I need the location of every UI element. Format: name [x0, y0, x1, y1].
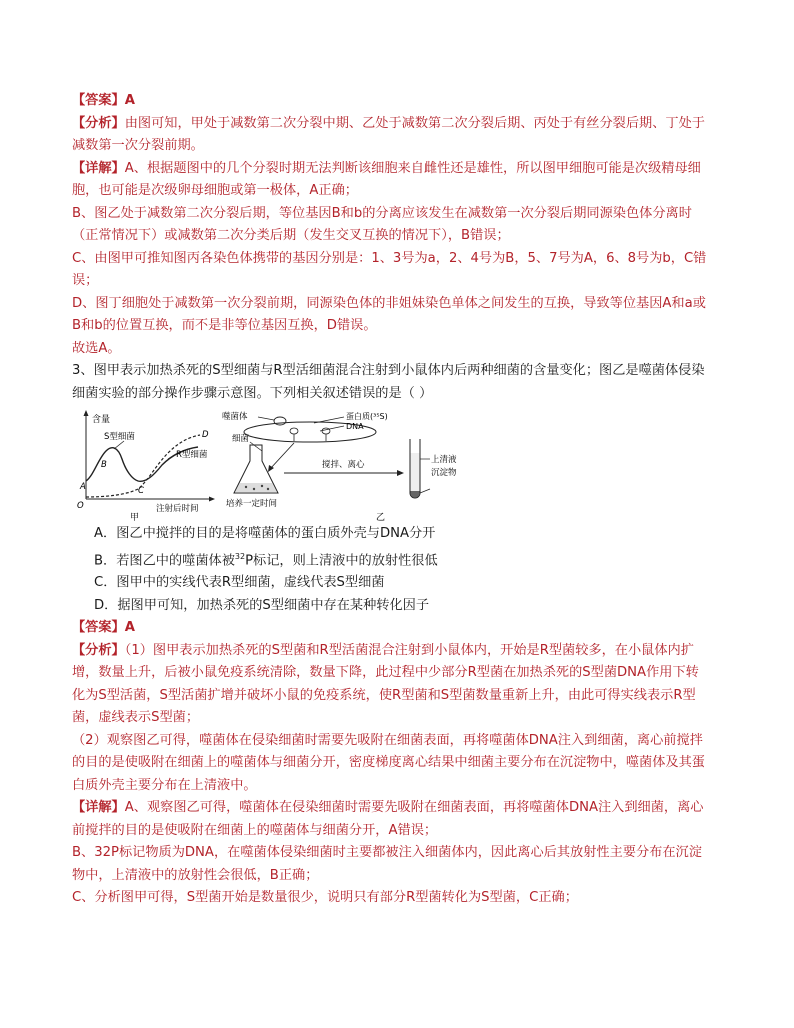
prev-detail-d: D、图丁细胞处于减数第一次分裂前期，同源染色体的非姐妹染色单体之间发生的互换，导致等位基因A和a或 — [72, 295, 706, 311]
bacteria-label: 细菌 — [232, 434, 250, 444]
q3-detail-a-cont: 前搅拌的目的是使吸附在细菌上的噬菌体与细菌分开，A错误； — [72, 822, 438, 838]
q3-answer: 【答案】A — [72, 620, 135, 636]
prev-detail-d-cont: B和b的位置互换，而不是非等位基因互换，D错误。 — [72, 318, 377, 333]
q3-detail-b: B、32P标记物质为DNA，在噬菌体侵染细菌时主要都被注入细菌体内，因此离心后其放射性主要分布在沉淀 — [72, 845, 702, 861]
prev-analysis-cont: 减数第一次分裂前期。 — [72, 138, 204, 153]
point-d: D — [202, 430, 209, 440]
prev-detail-b: B、图乙处于减数第二次分裂后期，等位基因B和b的分离应该发生在减数第一次分裂后期同源染色体分离时 — [72, 205, 692, 221]
origin: O — [77, 501, 84, 511]
prev-analysis: 【分析】由图可知，甲处于减数第二次分裂中期、乙处于减数第二次分裂后期、丙处于有丝分裂后期、丁处于 — [72, 115, 705, 131]
q3-detail-b-cont: 物中，上清液中的放射性会很低，B正确； — [72, 867, 319, 883]
document-page — [72, 90, 724, 910]
option-b: B．若图乙中的噬菌体被$^{32}$P标记，则上清液中的放射性很低 — [94, 551, 438, 568]
xlabel: 注射后时间 — [156, 504, 199, 514]
caption-yi: 乙 — [376, 513, 386, 521]
point-c: C — [138, 486, 144, 496]
figure-jia — [76, 409, 216, 521]
prev-detail-a: 【详解】A、根据题图中的几个分裂时期无法判断该细胞来自雌性还是雄性，所以图甲细胞可能是次级精母细 — [72, 160, 701, 176]
figure-yi — [222, 409, 462, 521]
q3-analysis-1: 【分析】（1）图甲表示加热杀死的S型菌和R型活菌混合注射到小鼠体内，开始是R型菌较多，在小鼠体内扩 — [72, 642, 694, 658]
q3-analysis-1-cont2: 化为S型活菌，S型活菌扩增并破坏小鼠的免疫系统，使R型菌和S型菌数量重新上升，由此可得实线表示R型 — [72, 687, 696, 703]
ylabel: 含量 — [92, 415, 111, 425]
sediment-label: 沉淀物 — [431, 468, 457, 478]
option-d: D．据图甲可知，加热杀死的S型细菌中存在某种转化因子 — [94, 597, 430, 613]
prev-detail-a-cont: 胞，也可能是次级卵母细胞或第一极体，A正确； — [72, 183, 358, 198]
q3-analysis-1-cont1: 增，数量上升，后被小鼠免疫系统清除，数量下降，此过程中少部分R型菌在加热杀死的S型菌DNA作用下转 — [72, 665, 699, 681]
q3-stem: 3、图甲表示加热杀死的S型细菌与R型活细菌混合注射到小鼠体内后两种细菌的含量变化；图乙是噬菌体侵染 — [72, 363, 705, 378]
prev-detail-c-cont: 误； — [72, 273, 99, 288]
q3-analysis-2: （2）观察图乙可得，噬菌体在侵染细菌时需要先吸附在细菌表面，再将噬菌体DNA注入到细菌，离心前搅拌 — [72, 732, 703, 748]
r-label: R型细菌 — [176, 450, 208, 460]
option-a: A．图乙中搅拌的目的是将噬菌体的蛋白质外壳与DNA分开 — [94, 526, 436, 541]
q3-analysis-2-cont1: 的目的是使吸附在细菌上的噬菌体与细菌分开，密度梯度离心结果中细菌主要分布在沉淀物中，噬菌体及其蛋 — [72, 755, 705, 771]
dna-label: DNA — [346, 422, 364, 431]
q3-figures — [76, 409, 724, 521]
culture-label: 培养一定时间 — [226, 499, 278, 509]
q3-stem-cont: 细菌实验的部分操作步骤示意图。下列相关叙述错误的是（ ） — [72, 385, 433, 401]
point-b: B — [101, 460, 107, 470]
stir-label: 搅拌、离心 — [322, 460, 365, 470]
option-c: C．图甲中的实线代表R型细菌，虚线代表S型细菌 — [94, 575, 385, 591]
q3-analysis-2-cont2: 白质外壳主要分布在上清液中。 — [72, 777, 257, 793]
protein-label: 蛋白质(³⁵S) — [346, 412, 388, 421]
supernatant-label: 上清液 — [431, 455, 457, 465]
q3-detail-a: 【详解】A、观察图乙可得，噬菌体在侵染细菌时需要先吸附在细菌表面，再将噬菌体DNA注入到细菌，离心 — [72, 800, 704, 816]
prev-choose: 故选A。 — [72, 340, 121, 356]
caption-jia: 甲 — [130, 513, 140, 521]
q3-analysis-1-cont3: 菌，虚线表示S型菌； — [72, 710, 200, 726]
prev-detail-b-cont: （正常情况下）或减数第二次分类后期（发生交叉互换的情况下），B错误； — [72, 228, 510, 243]
phage-label: 噬菌体 — [222, 412, 248, 422]
prev-answer: 【答案】A — [72, 93, 135, 108]
q3-detail-c: C、分析图甲可得，S型菌开始是数量很少，说明只有部分R型菌转化为S型菌，C正确； — [72, 890, 578, 906]
prev-detail-c: C、由图甲可推知图丙各染色体携带的基因分别是：1、3号为a，2、4号为B，5、7号为A，6、8号为b，C错 — [72, 250, 707, 266]
point-a: A — [80, 482, 86, 492]
s-label: S型细菌 — [104, 432, 135, 442]
